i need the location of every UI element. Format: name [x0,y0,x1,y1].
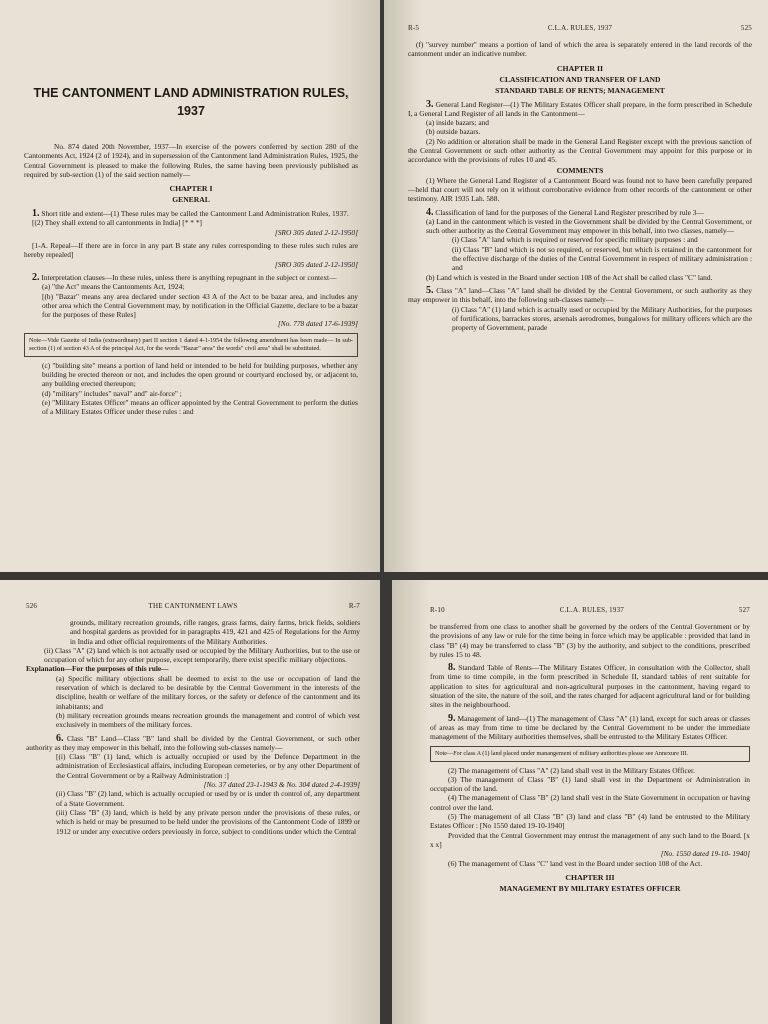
clause-a: (a) Land in the cantonment which is vested in the Government shall be divided by the Central Government, or such other authority as the Central Government may empower in this behalf, into two classes, namely— [426,216,752,236]
header-right: R-7 [348,602,360,610]
sub-clause-iii: (iii) Class "B" (3) land, which is held by any private person under the provisions of these rules, or which is held or may be presumed to be held under the provisions of the Cantonment Code of 1899 or 1912 or under any executive orders previously in force, subject to conditions under which the Central [56,807,360,836]
running-header [430,606,750,614]
rule-8 [430,663,750,709]
clause-b: (b) Land which is vested in the Board under section 108 of the Act shall be called class "C" land. [426,272,713,282]
chapter-heading: CHAPTER III [565,872,615,882]
rule-3-2: (2) No addition or alteration shall be made in the General Land Register except with the previous sanction of the Central Government or such other authority as the Central Government may appoint for this purpose or in accordance with the provisions of rules 10 and 45. [408,136,752,165]
chapter-subtitle: STANDARD TABLE OF RENTS; MANAGEMENT [495,85,665,95]
explanation-heading: Explanation—For the purposes of this rule— [26,664,169,674]
sub-clause-ii: (ii) Class "B" land which is not so required, or reserved, but which is retained in the cantonment for the effective discharge of the duties of the Central Government in respect of military administration : and [452,244,752,273]
title-year: 1937 [177,104,205,118]
rule-9-2: (2) The management of Class "A" (2) land shall vest in the Military Estates Officer. [448,765,695,775]
rule-number: 5. [426,284,434,296]
clause-b: [(b) "Bazar" means any area declared under section 43 A of the Act to be bazar area, and includes any other area which the Central Government may, by notification in the Official Gazette, declare to be a bazar for the purposes of these Rules] [42,291,358,320]
chapter-title: MANAGEMENT BY MILITARY ESTATES OFFICER [499,883,681,893]
intro-paragraph: No. 874 dated 20th November, 1937—In exercise of the powers conferred by section 280 of the Cantonments Act, 1924 (2 of 1924), and in supersession of the Cantonment land Administration Rules, 1925, the Central Government is pleased to make the following Rules, the same having been previously published as required by sub-section (1) of the said section namely— [24,142,358,179]
rule-5 [408,286,752,305]
running-header [26,602,360,610]
clause-f: (f) "survey number" means a portion of land of which the area is separately entered in the land records of the cantonment under an indicative number. [408,40,752,59]
chapter-title: CLASSIFICATION AND TRANSFER OF LAND [499,74,661,84]
rule-number: 3. [426,98,434,110]
rule-1 [24,209,358,218]
rule-text: Classification of land for the purposes of the General Land Register prescribed by rule 3— [435,207,704,217]
clause-b: (b) outside bazars. [426,127,481,137]
sub-clause-i: [(i) Class "B" (1) land, which is actually occupied or used by the Defence Department in the administration of Ecclesiastical affairs, including European cemeteries, or by any other Department of the Central Government or by a Railway Administration :] [56,752,360,780]
reference: [SRO 305 dated 2-12-1950] [274,227,358,237]
rule-9 [430,714,750,742]
page-number: 525 [740,24,752,32]
rule-text: Short title and extent—(1) These rules may be called the Cantonment Land Administration Rules, 1937. [41,209,349,219]
clause-e: (e) "Military Estates Officer" means an officer appointed by the Central Government to perform the duties of a Military Estates Officer under these rules : and [42,397,358,417]
explanation-a: (a) Specific military objections shall be deemed to exist to the use or occupation of land the reservation of which is declared to be desirable by the Central Government in the interests of the discipline, health or welfare of the military forces, or the safety or defence of the cantonment and its inhabitants; and [56,673,360,711]
page-number: 526 [26,602,38,610]
clause-c: (c) "building site" means a portion of land held or intended to be held for building purposes, whether any building be erected thereon or not, and includes the open ground or courtyard enclosed by, or adjacent to, any building erected thereupon; [42,360,358,389]
continued-text: be transferred from one class to another shall be governed by the orders of the Central Government or by the provisions of any law or rule for the time being in force which may be applicable : provided that land in class "B" (4) may be transferred to class "B" (3) by the authority, and subject to the conditions, prescribed by rules 15 to 48. [430,622,750,659]
clause-a: (a) inside bazars; and [426,118,489,128]
title-line: THE CANTONMENT LAND ADMINISTRATION RULES, [33,86,349,100]
rule-1a: [1-A. Repeal—If there are in force in any part B state any rules corresponding to these rules such rules are hereby repealed] [24,241,358,260]
rule-3 [408,100,752,119]
rule-text: Class "B" Land—Class "B" land shall be divided by the Central Government, or such other authority as they may empower in this behalf, into the following sub-classes namely— [26,733,360,752]
chapter-heading: CHAPTER I [169,184,213,194]
header-center: C.L.A. RULES, 1937 [559,606,624,614]
header-left: R-10 [430,606,445,614]
rule-text: Management of land—(1) The management of Class "A" (1) land, except for such areas or classes of areas as may from time to time be declared by the Central Government to be under the immediate management of the Military authorities themselves, shall be entrusted to the Military Estates Officer. [430,713,750,742]
rule-number: 8. [448,662,456,674]
page-bottom-right [392,580,768,1024]
clause-d: (d) "military" includes" naval" and" air-force" ; [42,388,182,398]
rule-number: 9. [448,712,456,724]
page-top-right [384,0,768,572]
rule-9-6: (6) The management of Class "C" land vest in the Board under section 108 of the Act. [448,858,703,868]
reference: [No. 37 dated 23-1-1943 & No. 304 dated 2-4-1939] [203,780,360,790]
rule-number: 6. [56,732,64,744]
explanation-b: (b) military recreation grounds means recreation grounds the management and control of which vest exclusively in members of the military forces. [56,710,360,730]
comment-1: (1) Where the General Land Register of a Cantonment Board was found not to have been carefully prepared—held that court will not rely on it without corroborative evidence from other records of the cantonment or other testimony. AIR 1935 Lah. 588. [408,175,752,204]
rule-number: 2. [32,271,40,283]
page-number: 527 [738,606,750,614]
rule-text: Interpretation clauses—In these rules, unless there is anything repugnant in the subject or context— [41,272,337,282]
clause-a: (a) "the Act" means the Cantonments Act, 1924; [42,282,185,292]
sub-clause-i: (i) Class "A" (1) land which is actually used or occupied by the Military Authorities, for the purposes of fortifications, barrackes stores, arsenals aerodromes, bungalows for military officers which are the property of Government, parade [452,304,752,333]
running-header [408,24,752,32]
rule-9-5: (5) The management of all Class "B" (3) land and class "B" (4) land be entrusted to the Military Estates Officer : [No 1550 dated 19-10-1940] [430,812,750,831]
header-center: C.L.A. RULES, 1937 [547,24,613,32]
rule-9-4: (4) The management of Class "B" (2) land shall vest in the State Government in occupation or having control over the land. [430,793,750,812]
chapter-heading: CHAPTER II [556,63,604,73]
rule-text: Standard Table of Rents—The Military Estates Officer, in consultation with the Collector, shall from time to time compile, in the form prescribed in Schedule II, standard tables of rent suitable for application to sites for agricultural and non-agricultural purposes in the cantonment, having regard to situation of the site, the nature of the soil, and the rates charged for adjacent agricultural land or for building sites in the neighbourhood. [430,663,750,710]
rule-9-proviso: Provided that the Central Government may entrust the management of any such land to the Board. [x x x] [430,830,750,849]
page-top-left [0,0,380,572]
header-left: R-5 [408,24,420,32]
rule-2 [24,273,358,282]
continued-text: grounds, military recreation grounds, rifle ranges, grass farms, dairy farms, brick fields, soldiers and hospital gardens as provided for in paragraphs 419, 421 and 425 of Regulations for the Army in India and other official requirements of the Military Authorities. [70,618,360,646]
reference: [SRO 305 dated 2-12-1950] [274,259,358,269]
page-bottom-left [0,580,380,1024]
sub-clause-i: (i) Class "A" land which is required or reserved for specific military purposes : and [452,235,698,245]
rule-number: 1. [32,208,40,220]
sub-clause-ii: (ii) Class "A" (2) land which is not actually used or occupied by the Military Authorities, but to the use or occupation of which for any other purpose, except temporarily, there exist specific military objections. [44,645,360,665]
chapter-title: GENERAL [172,195,210,205]
rule-text: Class "A" land—Class "A" land shall be divided by the Central Government, or such authority as they may empower in this behalf, into the following sub-classes namely— [408,285,752,305]
rule-4 [408,208,752,217]
rules-title [24,84,358,120]
note-box: Note—Vide Gazette of India (extraordinary) part II section 1 dated 4-1-1954 the following amendment has been made— In sub-section (1) of section 43 A of the principal Act, for the words "Bazar" area" the words" civil area" shall be substituted. [24,333,358,357]
comments-heading: COMMENTS [556,165,604,175]
rule-number: 4. [426,206,434,218]
reference: [No. 778 dated 17-6-1939] [277,319,358,329]
rule-text: General Land Register—(1) The Military Estates Officer shall prepare, in the form prescribed in Schedule I, a General Land Register of all lands in the Cantonment— [408,99,752,118]
sub-clause-ii: (ii) Class "B" (2) land, which is actually occupied or used by or is under th control of, any department of a State Government. [56,789,360,808]
rule-6 [26,734,360,753]
header-center: THE CANTONMENT LAWS [148,602,238,610]
reference: [No. 1550 dated 19-10- 1940] [660,849,750,859]
rule-9-3: (3) The management of Class "B" (1) land shall vest in the Department or Administration in occupation of the land. [430,774,750,794]
note-box: Note—For class A (1) land placed under manangement of military authorities please see Annexure III. [430,746,750,762]
rule-1-2: [(2) They shall extend to all cantonments in India] [* * *] [32,218,203,228]
